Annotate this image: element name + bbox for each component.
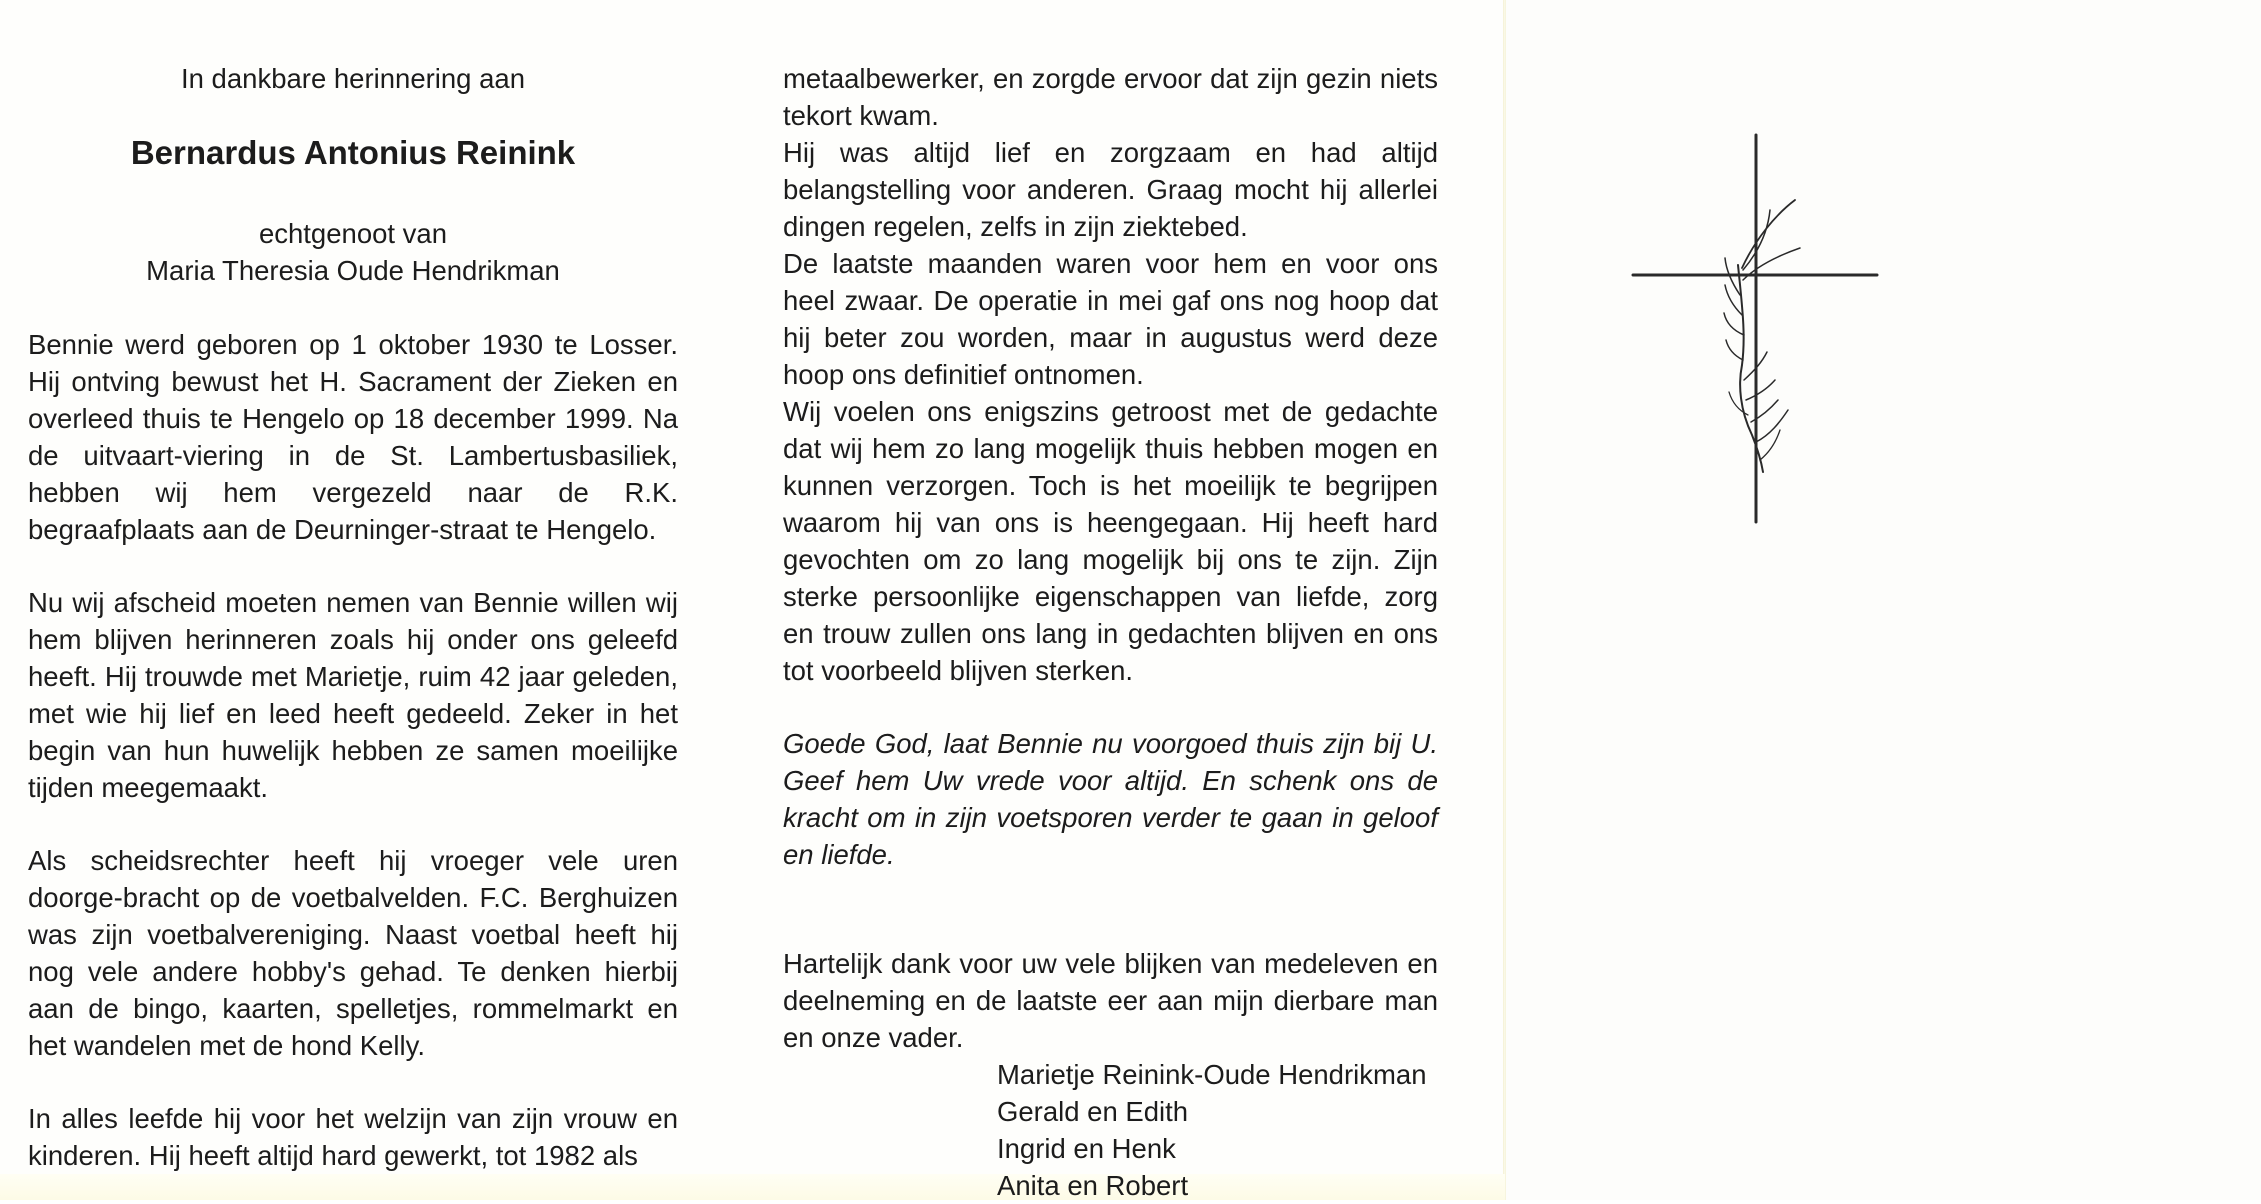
signer-item: Anita en Robert <box>997 1170 1189 1201</box>
signer-item: Ingrid en Henk <box>997 1133 1176 1164</box>
paragraph-marriage: Nu wij afscheid moeten nemen van Bennie willen wij hem blijven herinneren zoals hij onder ons geleefd heeft. Hij trouwde met Marietje, ruim 42 jaar geleden, met wie hij lief en leed heeft gedeeld. Zeker in het begin van hun huwelijk hebben ze samen moeilijke tijden meegemaakt. <box>28 587 678 803</box>
paragraph-birth-death: Bennie werd geboren op 1 oktober 1930 te Losser. Hij ontving bewust het H. Sacrament der Zieken en overleed thuis te Hengelo op 18 december 1999. Na de uitvaart-viering in de St. Lambertusbasiliek, hebben wij hem vergezeld naar de R.K. begraafplaats aan de Deurninger-straat te Hengelo. <box>28 329 678 545</box>
prayer-text: Goede God, laat Bennie nu voorgoed thuis zijn bij U. Geef hem Uw vrede voor altijd. En schenk ons de kracht om in zijn voetsporen verder te gaan in geloof en liefde. <box>783 728 1438 870</box>
paragraph-work-end: metaalbewerker, en zorgde ervoor dat zijn gezin niets tekort kwam. <box>783 63 1438 131</box>
deceased-name: Bernardus Antonius Reinink <box>130 134 576 171</box>
right-column <box>783 60 1438 1204</box>
paragraph-illness: De laatste maanden waren voor hem en voor ons heel zwaar. De operatie in mei gaf ons nog hoop dat hij beter zou worden, maar in augustus werd deze hoop ons definitief ontnomen. <box>783 248 1438 390</box>
paragraph-hobbies: Als scheidsrechter heeft hij vroeger vele uren doorge-bracht op de voetbalvelden. F.C. Berghuizen was zijn voetbalvereniging. Naast voetbal heeft hij nog vele andere hobby's gehad. Te denken hierbij aan de bingo, kaarten, spelletjes, rommelmarkt en het wandelen met de hond Kelly. <box>28 845 678 1061</box>
signers-list <box>997 1056 1438 1204</box>
signer-item: Marietje Reinink-Oude Hendrikman <box>997 1059 1427 1090</box>
paragraph-remembrance: Wij voelen ons enigszins getroost met de gedachte dat wij hem zo lang mogelijk thuis hebben mogen en kunnen verzorgen. Toch is het moeilijk te begrijpen waarom hij van ons is heengegaan. Hij heeft hard gevochten om zo lang mogelijk bij ons te zijn. Zijn sterke persoonlijke eigenschappen van liefde, zorg en trouw zullen ons lang in gedachten blijven en ons tot voorbeeld blijven sterken. <box>783 396 1438 686</box>
paragraph-work-start: In alles leefde hij voor het welzijn van zijn vrouw en kinderen. Hij heeft altijd hard gewerkt, tot 1982 als <box>28 1103 678 1171</box>
intro-text: In dankbare herinnering aan <box>180 63 525 94</box>
card-fold <box>1503 0 1506 1200</box>
spouse-label: echtgenoot van <box>258 218 448 249</box>
cross-with-palm-branch-icon <box>1630 130 1880 530</box>
thanks-text: Hartelijk dank voor uw vele blijken van medeleven en deelneming en de laatste eer aan mijn dierbare man en onze vader. <box>783 948 1438 1053</box>
paragraph-character: Hij was altijd lief en zorgzaam en had altijd belangstelling voor anderen. Graag mocht hij allerlei dingen regelen, zelfs in zijn ziektebed. <box>783 137 1438 242</box>
card-front-page <box>1505 0 2261 1200</box>
signer-item: Gerald en Edith <box>997 1096 1189 1127</box>
spouse-name: Maria Theresia Oude Hendrikman <box>146 255 560 286</box>
left-column <box>28 60 678 1174</box>
